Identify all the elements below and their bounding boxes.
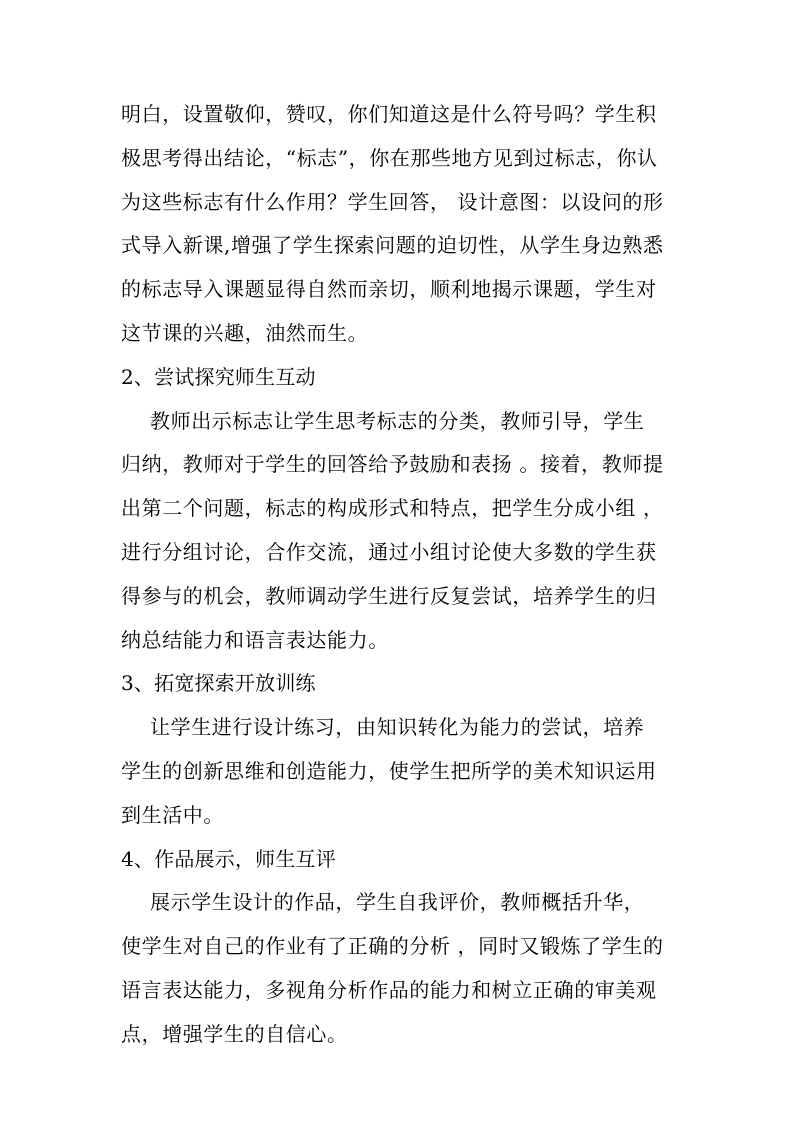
- intro-paragraph: [121, 93, 681, 356]
- text-line: 使学生对自己的作业有了正确的分析 ，同时又锻炼了学生的: [121, 934, 664, 959]
- text-line: 纳总结能力和语言表达能力。: [121, 627, 389, 652]
- text-line: 为这些标志有什么作用？学生回答， 设计意图：以设问的形: [121, 189, 664, 214]
- text-line: 点，增强学生的自信心。: [121, 1021, 348, 1046]
- text-line: 的标志导入课题显得自然而亲切，顺利地揭示课题，学生对: [121, 277, 657, 302]
- section-heading: 2、尝试探究师生互动: [121, 364, 316, 389]
- text-line: 让学生进行设计练习，由知识转化为能力的尝试，培养: [150, 715, 645, 740]
- text-line: 教师出示标志让学生思考标志的分类，教师引导，学生: [150, 408, 645, 433]
- document-body: [121, 93, 681, 1057]
- text-line: 语言表达能力，多视角分析作品的能力和树立正确的审美观: [121, 977, 657, 1002]
- text-line: 出第二个问题，标志的构成形式和特点，把学生分成小组 ，: [121, 496, 664, 521]
- text-line: 进行分组讨论，合作交流，通过小组讨论使大多数的学生获: [121, 539, 657, 564]
- text-line: 归纳，教师对于学生的回答给予鼓励和表扬 。接着，教师提: [121, 452, 664, 477]
- text-line: 极思考得出结论，“标志”，你在那些地方见到过标志，你认: [121, 145, 658, 170]
- section-heading: 3、拓宽探索开放训练: [121, 671, 316, 696]
- section-heading: 4、作品展示，师生互评: [121, 846, 336, 871]
- section-2: [121, 356, 681, 663]
- text-line: 得参与的机会，教师调动学生进行反复尝试，培养学生的归: [121, 583, 657, 608]
- text-line: 明白，设置敬仰，赞叹，你们知道这是什么符号吗？学生积: [121, 102, 657, 126]
- text-line: 展示学生设计的作品，学生自我评价，教师概括升华，: [150, 890, 645, 915]
- text-line: 学生的创新思维和创造能力，使学生把所学的美术知识运用: [121, 758, 657, 783]
- section-3: [121, 662, 681, 837]
- text-line: 式导入新课,增强了学生探索问题的迫切性，从学生身边熟悉: [121, 233, 664, 258]
- text-line: 到生活中。: [121, 802, 224, 827]
- section-4: [121, 838, 681, 1057]
- text-line: 这节课的兴趣，油然而生。: [121, 320, 369, 345]
